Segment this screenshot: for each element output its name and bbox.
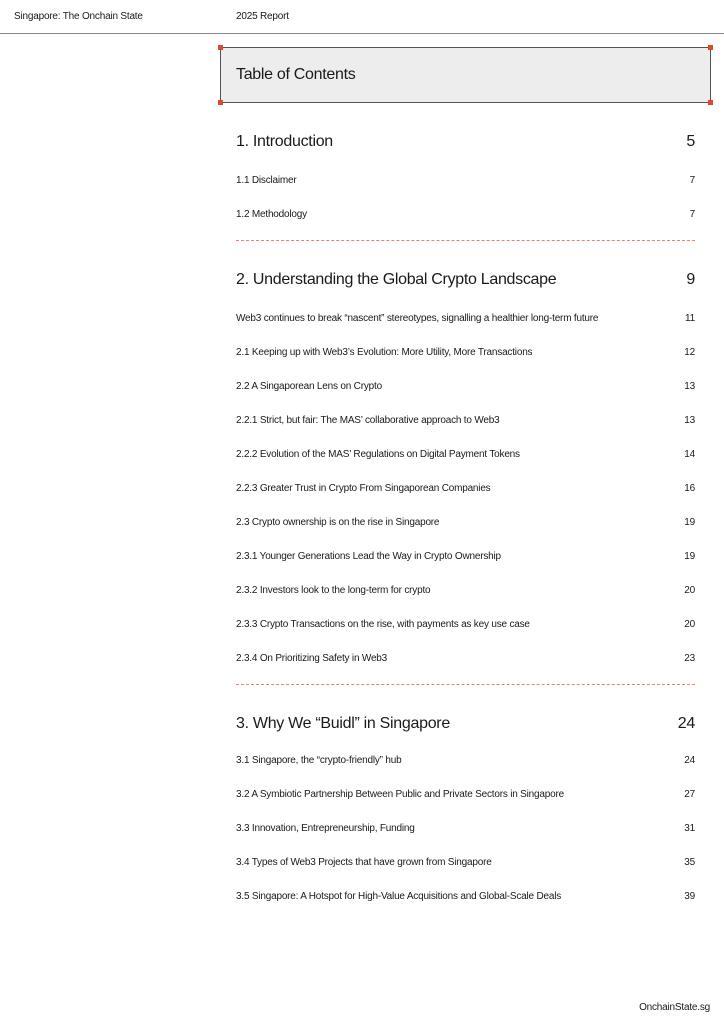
section-divider [236, 240, 695, 241]
entry-title: 3.3 Innovation, Entrepreneurship, Funding [236, 823, 415, 834]
entry-page-number: 13 [684, 415, 695, 426]
entry-title: 2.3.1 Younger Generations Lead the Way in Crypto Ownership [236, 551, 501, 562]
section-title: 3. Why We “Buidl” in Singapore [236, 715, 450, 732]
entry-title: 3.4 Types of Web3 Projects that have grown from Singapore [236, 857, 492, 868]
entry-page-number: 23 [684, 653, 695, 664]
entry-page-number: 7 [689, 209, 695, 220]
toc-section-heading[interactable] [236, 271, 695, 295]
entry-title: 2.2.1 Strict, but fair: The MAS’ collaborative approach to Web3 [236, 415, 500, 426]
toc-section-introduction [236, 133, 695, 243]
entry-page-number: 39 [684, 891, 695, 902]
page-header [0, 0, 724, 34]
entry-page-number: 27 [684, 789, 695, 800]
toc-entry[interactable] [236, 789, 695, 823]
entry-title: 2.3 Crypto ownership is on the rise in Singapore [236, 517, 440, 528]
toc-entry[interactable] [236, 585, 695, 619]
toc-title-box[interactable] [220, 47, 711, 103]
resize-handle-top-left[interactable] [218, 45, 223, 50]
toc-entry[interactable] [236, 381, 695, 415]
entry-title: 2.3.3 Crypto Transactions on the rise, with payments as key use case [236, 619, 530, 630]
entry-title: 2.3.4 On Prioritizing Safety in Web3 [236, 653, 388, 664]
toc-entry[interactable] [236, 619, 695, 653]
header-doc-title: Singapore: The Onchain State [14, 11, 143, 22]
entry-title: Web3 continues to break “nascent” stereotypes, signalling a healthier long-term future [236, 313, 599, 324]
section-divider [236, 684, 695, 685]
entry-title: 1.2 Methodology [236, 209, 307, 220]
entry-title: 3.1 Singapore, the “crypto-friendly” hub [236, 755, 402, 766]
entry-page-number: 20 [684, 619, 695, 630]
entry-title: 3.2 A Symbiotic Partnership Between Public and Private Sectors in Singapore [236, 789, 564, 800]
entry-page-number: 11 [685, 313, 695, 324]
toc-section-why-buidl [236, 715, 695, 925]
entry-title: 3.5 Singapore: A Hotspot for High-Value Acquisitions and Global-Scale Deals [236, 891, 562, 902]
resize-handle-bottom-left[interactable] [218, 100, 223, 105]
entry-page-number: 13 [684, 381, 695, 392]
entry-title: 2.2.3 Greater Trust in Crypto From Singaporean Companies [236, 483, 491, 494]
entry-page-number: 35 [684, 857, 695, 868]
toc-entry[interactable] [236, 653, 695, 687]
toc-entry[interactable] [236, 415, 695, 449]
toc-entry[interactable] [236, 823, 695, 857]
toc-entry[interactable] [236, 857, 695, 891]
footer-site-url[interactable]: OnchainState.sg [639, 1002, 710, 1013]
section-title: 2. Understanding the Global Crypto Landscape [236, 271, 557, 288]
toc-entry[interactable] [236, 517, 695, 551]
toc-section-global-crypto-landscape [236, 271, 695, 687]
resize-handle-bottom-right[interactable] [708, 100, 713, 105]
section-title: 1. Introduction [236, 133, 333, 150]
entry-title: 2.1 Keeping up with Web3’s Evolution: More Utility, More Transactions [236, 347, 533, 358]
toc-section-heading[interactable] [236, 133, 695, 157]
toc-entry[interactable] [236, 483, 695, 517]
entry-page-number: 31 [684, 823, 695, 834]
toc-section-heading[interactable] [236, 715, 695, 739]
entry-title: 1.1 Disclaimer [236, 175, 297, 186]
entry-page-number: 20 [684, 585, 695, 596]
entry-page-number: 19 [684, 551, 695, 562]
toc-title: Table of Contents [236, 66, 356, 83]
entry-page-number: 14 [684, 449, 695, 460]
toc-entry[interactable] [236, 175, 695, 209]
entry-title: 2.2.2 Evolution of the MAS’ Regulations on Digital Payment Tokens [236, 449, 520, 460]
section-page-number: 5 [686, 133, 695, 150]
toc-entry[interactable] [236, 209, 695, 243]
section-page-number: 9 [686, 271, 695, 288]
toc-entry[interactable] [236, 313, 695, 347]
section-page-number: 24 [677, 715, 695, 732]
entry-page-number: 19 [684, 517, 695, 528]
toc-entry[interactable] [236, 449, 695, 483]
toc-entry[interactable] [236, 347, 695, 381]
entry-page-number: 7 [689, 175, 695, 186]
entry-page-number: 16 [684, 483, 695, 494]
entry-title: 2.2 A Singaporean Lens on Crypto [236, 381, 382, 392]
resize-handle-top-right[interactable] [708, 45, 713, 50]
entry-page-number: 12 [684, 347, 695, 358]
toc-entry[interactable] [236, 755, 695, 789]
toc-entry[interactable] [236, 551, 695, 585]
header-report-year: 2025 Report [236, 11, 289, 22]
entry-title: 2.3.2 Investors look to the long-term for crypto [236, 585, 431, 596]
entry-page-number: 24 [684, 755, 695, 766]
toc-entry[interactable] [236, 891, 695, 925]
